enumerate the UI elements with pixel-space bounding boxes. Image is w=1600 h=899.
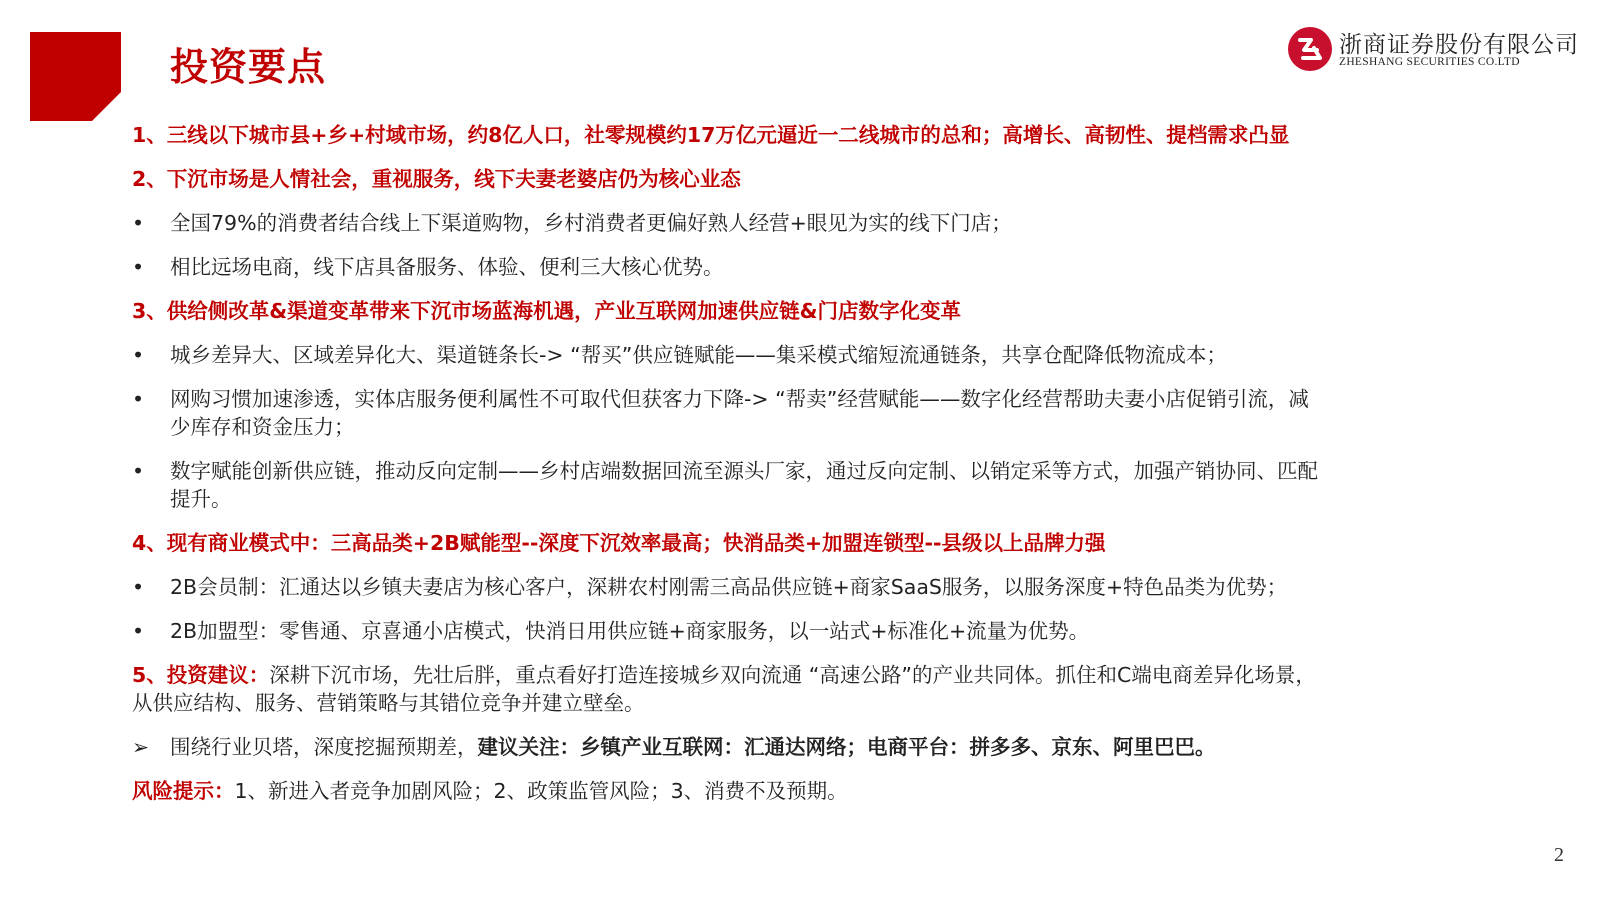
company-logo bbox=[1287, 26, 1577, 76]
logo-english-name: ZHESHANG SECURITIES CO.LTD bbox=[1339, 56, 1520, 68]
logo-chinese-name: 浙商证券股份有限公司 bbox=[1339, 32, 1579, 58]
page-number: 2 bbox=[1554, 844, 1564, 866]
investment-points-body bbox=[132, 121, 1522, 805]
section-5-text-line-1: 深耕下沉市场，先壮后胖，重点看好打造连接城乡双向流通 “高速公路”的产业共同体。抓住和C端电商差异化场景， bbox=[269, 663, 1316, 687]
arrow-bullet-icon: ➢ bbox=[132, 735, 150, 759]
recommendation-bold: 建议关注：乡镇产业互联网：汇通达网络；电商平台：拼多多、京东、阿里巴巴。 bbox=[477, 735, 1216, 759]
risk-warning bbox=[132, 777, 1522, 805]
risk-label: 风险提示： bbox=[132, 779, 235, 803]
recommendation-text: 围绕行业贝塔，深度挖掘预期差， bbox=[170, 735, 478, 759]
section-4-heading: 4、现有商业模式中：三高品类+2B赋能型--深度下沉效率最高；快消品类+加盟连锁型--县级以上品牌力强 bbox=[132, 531, 1106, 555]
page-title: 投资要点 bbox=[170, 45, 327, 89]
section-1-heading: 1、三线以下城市县+乡+村域市场，约8亿人口，社零规模约17万亿元逼近一二线城市的总和；高增长、高韧性、提档需求凸显 bbox=[132, 123, 1290, 147]
section-5-investment-advice bbox=[132, 661, 1522, 717]
bullet-icon: • bbox=[132, 387, 145, 411]
bullet-icon: • bbox=[132, 255, 145, 279]
bullet-icon: • bbox=[132, 575, 145, 599]
section-4-bullet-1: • 2B会员制：汇通达以乡镇夫妻店为核心客户，深耕农村刚需三高品供应链+商家SaaS服务，以服务深度+特色品类为优势； bbox=[132, 575, 1288, 599]
section-2-bullet-1: • 全国79%的消费者结合线上下渠道购物，乡村消费者更偏好熟人经营+眼见为实的线下门店； bbox=[132, 211, 1012, 235]
section-3-bullet-1: • 城乡差异大、区域差异化大、渠道链条长-> “帮买”供应链赋能——集采模式缩短流通链条，共享仓配降低物流成本； bbox=[132, 343, 1227, 367]
section-3-heading: 3、供给侧改革&渠道变革带来下沉市场蓝海机遇，产业互联网加速供应链&门店数字化变革 bbox=[132, 299, 962, 323]
section-5-label: 5、投资建议： bbox=[132, 663, 270, 687]
corner-decoration bbox=[30, 32, 121, 121]
section-3-bullet-3: • 数字赋能创新供应链，推动反向定制——乡村店端数据回流至源头厂家，通过反向定制、以销定采等方式，加强产销协同、匹配 提升。 bbox=[132, 459, 1318, 511]
bullet-icon: • bbox=[132, 343, 145, 367]
bullet-icon: • bbox=[132, 459, 145, 483]
risk-text: 1、新进入者竞争加剧风险；2、政策监管风险；3、消费不及预期。 bbox=[234, 779, 848, 803]
section-2-bullet-2: • 相比远场电商，线下店具备服务、体验、便利三大核心优势。 bbox=[132, 255, 724, 279]
section-3-bullet-2: • 网购习惯加速渗透，实体店服务便利属性不可取代但获客力下降-> “帮卖”经营赋能——数字化经营帮助夫妻小店促销引流，减 少库存和资金压力； bbox=[132, 387, 1309, 439]
section-5-text-line-2: 从供应结构、服务、营销策略与其错位竞争并建立壁垒。 bbox=[132, 691, 645, 715]
recommendation-item bbox=[132, 733, 1522, 761]
zheshang-logo-icon bbox=[1287, 26, 1333, 72]
section-4-bullet-2: • 2B加盟型：零售通、京喜通小店模式，快消日用供应链+商家服务，以一站式+标准化+流量为优势。 bbox=[132, 619, 1090, 643]
bullet-icon: • bbox=[132, 619, 145, 643]
bullet-icon: • bbox=[132, 211, 145, 235]
section-2-heading: 2、下沉市场是人情社会，重视服务，线下夫妻老婆店仍为核心业态 bbox=[132, 167, 741, 191]
